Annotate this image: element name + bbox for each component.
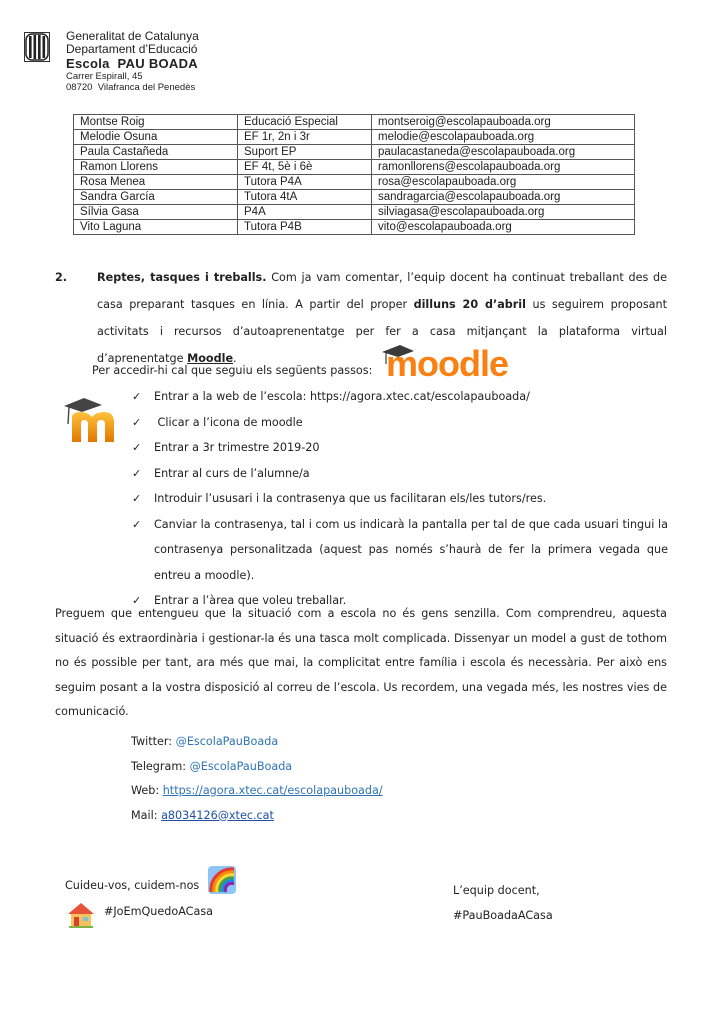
generalitat-crest-icon (24, 32, 50, 62)
moodle-link[interactable]: Moodle (187, 352, 234, 365)
staff-role: Suport EP (238, 145, 372, 160)
contact-list (131, 730, 383, 828)
mail-contact: Mail: a8034126@xtec.cat (131, 808, 274, 822)
school-street: Carrer Espirall, 45 (66, 71, 143, 82)
mail-link[interactable]: a8034126@xtec.cat (161, 808, 274, 822)
staff-email: silviagasa@escolapauboada.org (372, 205, 635, 220)
staff-email: ramonllorens@escolapauboada.org (372, 160, 635, 175)
checkmark-icon: ✓ (132, 492, 142, 505)
signature-line: L’equip docent, (453, 884, 540, 897)
staff-name: Paula Castañeda (74, 145, 238, 160)
table-row (74, 130, 635, 145)
checkmark-icon: ✓ (132, 517, 142, 531)
staff-email: montseroig@escolapauboada.org (372, 115, 635, 130)
staff-name: Sílvia Gasa (74, 205, 238, 220)
table-row (74, 220, 635, 235)
list-item: ✓ Entrar a la web de l’escola: https://agora.xtec.cat/escolapauboada/ (132, 384, 668, 410)
staff-email: rosa@escolapauboada.org (372, 175, 635, 190)
checkmark-icon: ✓ (132, 390, 142, 403)
staff-role: EF 4t, 5è i 6è (238, 160, 372, 175)
staff-name: Rosa Menea (74, 175, 238, 190)
table-row (74, 190, 635, 205)
staff-name: Vito Laguna (74, 220, 238, 235)
table-row (74, 145, 635, 160)
staff-name: Sandra García (74, 190, 238, 205)
staff-email: sandragarcia@escolapauboada.org (372, 190, 635, 205)
telegram-handle[interactable]: @EscolaPauBoada (189, 759, 293, 773)
telegram-contact: Telegram: @EscolaPauBoada (131, 759, 293, 773)
twitter-handle[interactable]: @EscolaPauBoada (175, 735, 279, 748)
hashtag-stay-home: #JoEmQuedoACasa (104, 905, 214, 918)
table-row (74, 175, 635, 190)
section-text-a: Com ja vam comentar, l’equip docent ha continuat treballant des de casa preparant tasques en línia. A partir del proper (97, 271, 667, 311)
list-item: ✓ Canviar la contrasenya, tal i com us indicarà la pantalla per tal de que cada usuari tingui la contrasenya personalitzada (aquest pas només s’haurà de fer la primera vegada que entreu a moodle). (132, 512, 668, 589)
school-city: 08720 Vilafranca del Penedès (66, 82, 196, 93)
access-steps-list (132, 384, 668, 614)
list-item: ✓ Clicar a l’icona de moodle (132, 410, 668, 436)
house-emoji-icon (67, 901, 95, 929)
web-link[interactable]: https://agora.xtec.cat/escolapauboada/ (162, 784, 383, 797)
checkmark-icon: ✓ (132, 466, 142, 480)
department-name: Departament d’Educació (66, 42, 198, 56)
staff-email: paulacastaneda@escolapauboada.org (372, 145, 635, 160)
staff-role: P4A (238, 205, 372, 220)
section-2-paragraph: 2. Reptes, tasques i treballs. Com ja vam comentar, l’equip docent ha continuat treballant des de casa preparant tasques en línia. A partir del proper dilluns 20 d’abril us seguirem proposant activitats i recursos d’autoaprenentatge per fer a casa mitjançant la plataforma virtual d’aprenentatge Moodle. (55, 264, 667, 372)
staff-role: Tutora P4A (238, 175, 372, 190)
rainbow-emoji-icon (208, 866, 236, 894)
staff-name: Montse Roig (74, 115, 238, 130)
signoff-signature (453, 878, 553, 928)
staff-email: melodie@escolapauboada.org (372, 130, 635, 145)
section-title: Reptes, tasques i treballs. (97, 271, 267, 284)
letterhead (24, 30, 199, 93)
staff-role: EF 1r, 2n i 3r (238, 130, 372, 145)
hashtag-school: #PauBoadaACasa (453, 909, 553, 922)
checkmark-icon: ✓ (132, 441, 142, 454)
staff-role: Educació Especial (238, 115, 372, 130)
web-contact: Web: https://agora.xtec.cat/escolapauboada/ (131, 784, 383, 797)
svg-text:moodle: moodle (386, 343, 509, 382)
moodle-wordmark-logo (380, 342, 520, 382)
staff-name: Ramon Llorens (74, 160, 238, 175)
start-date: dilluns 20 d’abril (413, 298, 526, 311)
list-item: ✓ Entrar a l’àrea que voleu treballar. (132, 588, 668, 614)
access-intro: Per accedir-hi cal que seguiu els següents passos: (92, 364, 373, 377)
staff-email: vito@escolapauboada.org (372, 220, 635, 235)
section-number: 2. (55, 271, 68, 284)
table-row (74, 115, 635, 130)
school-name: Escola PAU BOADA (66, 56, 198, 71)
twitter-contact: Twitter: @EscolaPauBoada (131, 735, 279, 748)
signoff-greeting: Cuideu-vos, cuidem-nos (65, 879, 200, 892)
staff-contact-table (73, 114, 635, 235)
table-row (74, 205, 635, 220)
checkmark-icon: ✓ (132, 415, 142, 429)
staff-role: Tutora P4B (238, 220, 372, 235)
checkmark-icon: ✓ (132, 594, 142, 607)
table-row (74, 160, 635, 175)
section-text-b: us seguirem proposant activitats i recursos d’autoaprenentatge per fer a casa mitjançant la plataforma virtual d’aprenentatge (97, 298, 667, 365)
list-item: ✓ Entrar a 3r trimestre 2019-20 (132, 435, 668, 461)
staff-name: Melodie Osuna (74, 130, 238, 145)
staff-role: Tutora 4tA (238, 190, 372, 205)
list-item: ✓ Introduir l’ususari i la contrasenya que us facilitaran els/les tutors/res. (132, 486, 668, 512)
moodle-m-icon (60, 394, 120, 446)
closing-paragraph: Preguem que entengueu que la situació com a escola no és gens senzilla. Com comprendreu, aquesta situació és extraordinària i gestionar-la és una tasca molt complicada. Dissenyar un model a gust de tothom no és possible per tant, ara més que mai, la complicitat entre família i escola és necessària. Per això ens seguim posant a la vostra disposició al correu de l’escola. Us recordem, una vegada més, les nostres vies de comunicació. (55, 607, 667, 718)
list-item: ✓ Entrar al curs de l’alumne/a (132, 461, 668, 487)
institution-name: Generalitat de Catalunya (66, 29, 199, 43)
